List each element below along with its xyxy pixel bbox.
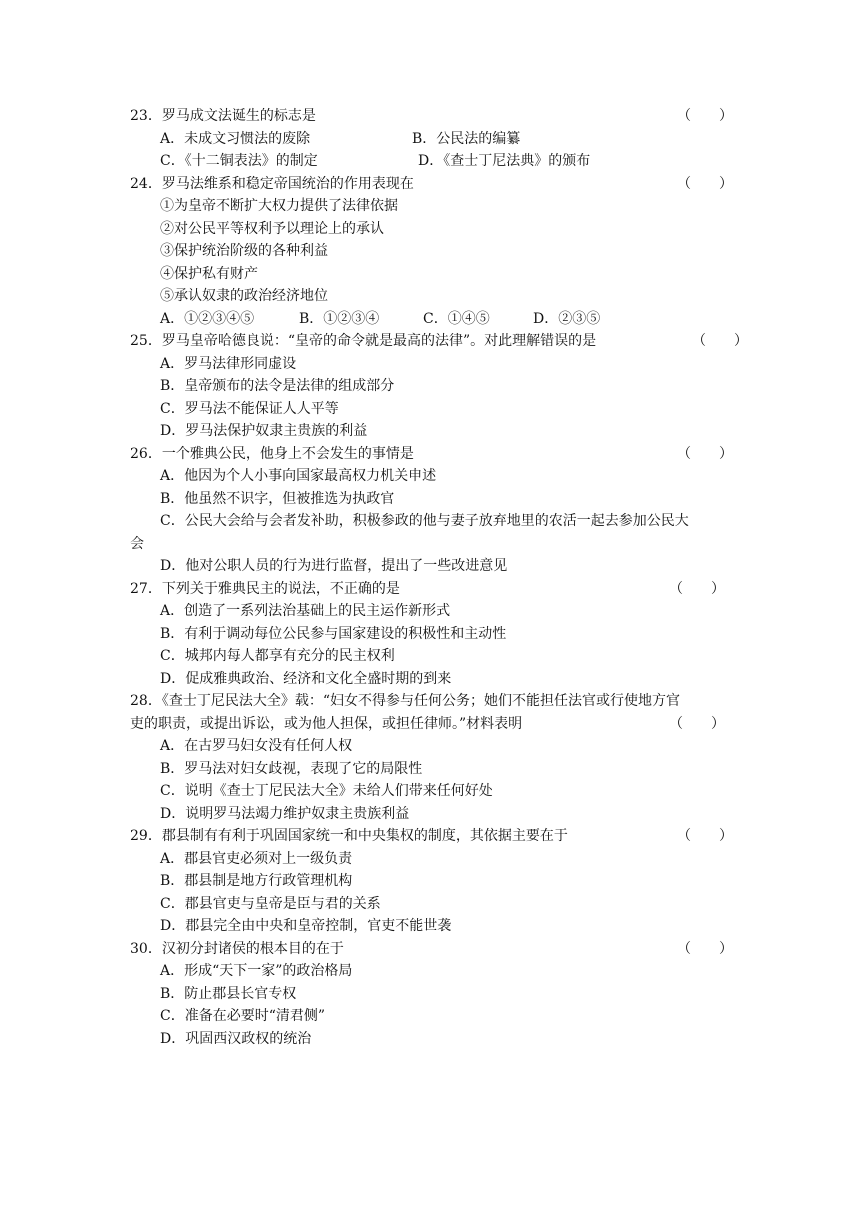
options-row xyxy=(0,128,860,151)
option-c: C．准备在必要时“清君侧” xyxy=(160,1008,326,1024)
option-a: A．他因为个人小事向国家最高权力机关申述 xyxy=(160,468,437,484)
option-a: A．郡县官吏必须对上一级负责 xyxy=(160,850,353,867)
question-24-stem: 24．罗马法维系和稳定帝国统治的作用表现在 xyxy=(130,175,414,192)
statement-item: ④保护私有财产 xyxy=(160,265,258,282)
question-29-stem: 29．郡县制有有利于巩固国家统一和中央集权的制度，其依据主要在于 xyxy=(130,828,568,844)
option-c: C．罗马法不能保证人人平等 xyxy=(160,400,339,417)
option-d: D．巩固西汉政权的统治 xyxy=(160,1030,312,1047)
exam-page xyxy=(0,105,860,1050)
option-a: A．未成文习惯法的废除 xyxy=(160,130,311,147)
question-26-stem: 26．一个雅典公民，他身上不会发生的事情是 xyxy=(130,445,414,462)
question-26 xyxy=(0,443,860,466)
question-27-stem: 27．下列关于雅典民主的说法，不正确的是 xyxy=(130,580,400,597)
statement-item: ③保护统治阶级的各种利益 xyxy=(160,243,328,259)
option-d: D．他对公职人员的行为进行监督，提出了一些改进意见 xyxy=(160,558,508,574)
question-24 xyxy=(0,173,860,196)
option-a: A．形成“天下一家”的政治格局 xyxy=(160,963,353,979)
option-d: D．说明罗马法竭力维护奴隶主贵族利益 xyxy=(160,805,410,822)
option-b: B．郡县制是地方行政管理机构 xyxy=(160,873,353,889)
option-b: B．①②③④ xyxy=(299,310,380,327)
option-b: B．罗马法对妇女歧视，表现了它的局限性 xyxy=(160,760,423,777)
question-27 xyxy=(0,578,860,601)
option-c: C．说明《查士丁尼民法大全》未给人们带来任何好处 xyxy=(160,783,493,799)
option-a: A．创造了一系列法治基础上的民主运作新形式 xyxy=(160,603,451,619)
option-b: B．他虽然不识字，但被推选为执政官 xyxy=(160,490,395,507)
answer-blank: （ ） xyxy=(677,108,733,124)
option-c: C．①④⑤ xyxy=(423,310,490,327)
option-c: C．城邦内每人都享有充分的民主权利 xyxy=(160,648,395,664)
option-c: C．公民大会给与会者发补助，积极参政的他与妻子放弃地里的农活一起去参加公民大 xyxy=(160,513,689,529)
question-29 xyxy=(0,825,860,848)
question-25-stem: 25．罗马皇帝哈德良说：“皇帝的命令就是最高的法律”。对此理解错误的是 xyxy=(130,333,597,349)
option-c: C．郡县官吏与皇帝是臣与君的关系 xyxy=(160,895,381,912)
answer-blank: （ ） xyxy=(692,333,748,349)
question-28 xyxy=(0,690,860,713)
statement-item: ①为皇帝不断扩大权力提供了法律依据 xyxy=(160,198,398,214)
answer-blank: （ ） xyxy=(677,445,733,462)
option-d: D．促成雅典政治、经济和文化全盛时期的到来 xyxy=(160,670,452,687)
options-row xyxy=(0,308,860,331)
option-b: B．有利于调动每位公民参与国家建设的积极性和主动性 xyxy=(160,625,507,642)
option-b: B．防止郡县长官专权 xyxy=(160,985,297,1002)
question-30-stem: 30．汉初分封诸侯的根本目的在于 xyxy=(130,940,344,957)
question-30 xyxy=(0,938,860,961)
option-b: B．皇帝颁布的法令是法律的组成部分 xyxy=(160,378,395,394)
option-a: A．罗马法律形同虚设 xyxy=(160,355,297,372)
option-c-continuation: 会 xyxy=(130,535,144,552)
answer-blank: （ ） xyxy=(677,828,733,844)
answer-blank: （ ） xyxy=(677,940,733,957)
statement-item: ⑤承认奴隶的政治经济地位 xyxy=(160,288,328,304)
statement-item: ②对公民平等权利予以理论上的承认 xyxy=(160,220,384,237)
option-a: A．在古罗马妇女没有任何人权 xyxy=(160,738,353,754)
answer-blank: （ ） xyxy=(669,715,725,732)
option-d: D．②③⑤ xyxy=(533,310,601,327)
question-23-stem: 23．罗马成文法诞生的标志是 xyxy=(130,108,316,124)
answer-blank: （ ） xyxy=(669,580,725,597)
question-28-stem: 28．《查士丁尼民法大全》载：“妇女不得参与任何公务；她们不能担任法官或行使地方官 xyxy=(130,693,680,709)
option-a: A．①②③④⑤ xyxy=(160,310,255,327)
question-28-stem-continuation xyxy=(0,713,860,736)
answer-blank: （ ） xyxy=(677,175,733,192)
question-25 xyxy=(0,330,860,353)
option-b: B．公民法的编纂 xyxy=(412,130,521,147)
option-d: D．《查士丁尼法典》的颁布 xyxy=(418,153,591,169)
options-row xyxy=(0,150,860,173)
question-28-stem-line2: 吏的职责，或提出诉讼，或为他人担保，或担任律师。”材料表明 xyxy=(130,715,523,732)
option-c: C．《十二铜表法》的制定 xyxy=(160,153,318,169)
question-23 xyxy=(0,105,860,128)
option-d: D．郡县完全由中央和皇帝控制，官吏不能世袭 xyxy=(160,918,452,934)
option-d: D．罗马法保护奴隶主贵族的利益 xyxy=(160,423,368,439)
